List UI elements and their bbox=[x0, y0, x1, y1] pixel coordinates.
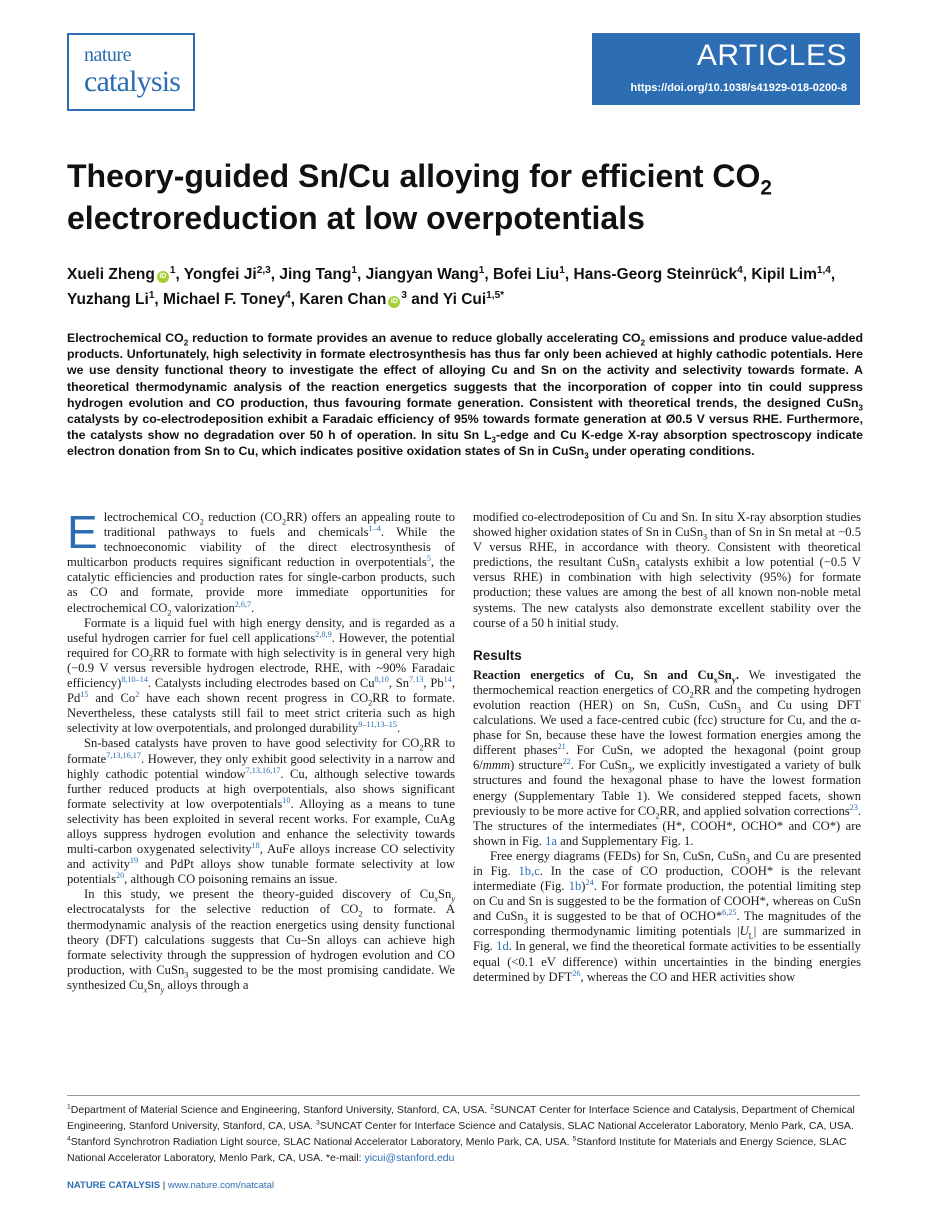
text-run: . However, the potential required for CO bbox=[67, 630, 455, 660]
subscript: 3 bbox=[703, 532, 708, 542]
author-separator: , bbox=[357, 266, 366, 283]
author-affiliation: 1 bbox=[148, 289, 155, 301]
author-separator: , bbox=[742, 266, 752, 283]
subscript: 3 bbox=[858, 403, 863, 413]
inline-link[interactable]: yicui@stanford.edu bbox=[364, 1152, 455, 1164]
citation-ref[interactable]: 10 bbox=[282, 795, 291, 805]
author-name: Bofei Liu bbox=[492, 266, 560, 283]
author-name: Yongfei Ji bbox=[183, 266, 257, 283]
text-run: alloys through a bbox=[164, 977, 249, 992]
text-run: ) structure bbox=[510, 758, 563, 773]
text-run: under operating conditions. bbox=[588, 444, 755, 459]
text-run: . bbox=[251, 600, 255, 615]
subscript: y bbox=[731, 675, 736, 685]
text-run: -edge and Cu K-edge X-ray absorption spectroscopy indicate electron donation from Sn to Cu, which indicates positive oxidation states of Sn in CuSn bbox=[67, 428, 863, 459]
results-text bbox=[473, 668, 861, 985]
citation-ref[interactable]: 21 bbox=[557, 742, 566, 752]
text-run: emissions and produce value-added products. Unfortunately, high selectivity in formate electrosynthesis has thus far only been achieved at highly cathodic potentials. Here we use density functional theory to investigate the effect of alloying Cu and Sn on the activity and selectivity towards formate. A theoretical thermodynamic analysis of the reaction energetics suggests that the incorporation of copper into tin could suppress hydrogen evolution and CO production, thus favouring formate generation. Consistent with theoretical trends, the designed CuSn bbox=[67, 331, 864, 410]
text-run: SUNCAT Center for Interface Science and Catalysis, SLAC National Accelerator Laboratory, Menlo Park, CA, USA. bbox=[319, 1120, 854, 1132]
text-run: , Sn bbox=[388, 676, 410, 691]
citation-ref[interactable]: 6,25 bbox=[722, 908, 737, 918]
text-run: Free energy diagrams (FEDs) for Sn, CuSn, CuSn bbox=[490, 848, 746, 863]
text-run: Stanford Synchrotron Radiation Light source, SLAC National Accelerator Laboratory, Menlo Park, CA, USA. bbox=[70, 1136, 573, 1148]
doi-link[interactable]: https://doi.org/10.1038/s41929-018-0200-8 bbox=[630, 82, 847, 94]
subscript: 2 bbox=[149, 653, 154, 663]
text-run: Electrochemical CO bbox=[67, 331, 184, 345]
citation-ref[interactable]: 14 bbox=[443, 674, 452, 684]
text-run: RR to formate bbox=[67, 736, 455, 766]
text-run: . The magnitudes of the corresponding thermodynamic limiting potentials | bbox=[473, 909, 861, 939]
text-run: , although CO poisoning remains an issue. bbox=[124, 872, 338, 887]
journal-logo bbox=[67, 33, 195, 111]
text-run: Stanford Institute for Materials and Energy Science, SLAC National Accelerator Laboratory, Menlo Park, CA, USA. *e-mail: bbox=[67, 1136, 847, 1164]
text-run: lectrochemical CO bbox=[103, 510, 200, 524]
author-affiliation: 4 bbox=[285, 289, 291, 301]
run-in-heading: . bbox=[735, 667, 739, 682]
inline-link[interactable]: 1a bbox=[545, 833, 557, 848]
text-run: Department of Material Science and Engineering, Stanford University, Stanford, CA, USA. bbox=[70, 1104, 491, 1116]
author-name: Jiangyan Wang bbox=[365, 266, 479, 283]
author-affiliation: 3 bbox=[401, 289, 407, 301]
superscript: 5 bbox=[572, 1135, 577, 1143]
logo-line-2: catalysis bbox=[84, 65, 181, 98]
text-run: than of Sn in Sn metal at −0.5 V versus RHE, in accordance with theory. Consistent with theoretical predictions, the resultant CuSn bbox=[473, 525, 861, 570]
subscript: 3 bbox=[584, 451, 589, 461]
text-run: Sn bbox=[147, 977, 161, 992]
citation-ref[interactable]: 8,10 bbox=[374, 674, 389, 684]
superscript: 1 bbox=[67, 1103, 71, 1111]
text-run: . The structures of the intermediates (H*, COOH*, OCHO* and CO*) are shown in Fig. bbox=[473, 803, 861, 848]
text-run: . Catalysts including electrodes based on Cu bbox=[147, 676, 375, 691]
author-affiliation: 1,4 bbox=[816, 264, 831, 276]
abstract bbox=[67, 330, 863, 460]
citation-ref[interactable]: 24 bbox=[585, 877, 594, 887]
text-run: . While the technoeconomic viability of the direct electrosynthesis of multicarbon products requires significant reduction in overpotentials bbox=[67, 525, 455, 570]
citation-ref[interactable]: 26 bbox=[572, 968, 581, 978]
text-run: electrocatalysts for the selective reduction of CO bbox=[67, 902, 359, 917]
citation-ref[interactable]: 20 bbox=[115, 871, 125, 881]
author-affiliation: 2,3 bbox=[256, 264, 271, 276]
author-separator: , bbox=[564, 266, 574, 283]
author-name: Xueli Zheng bbox=[67, 266, 155, 283]
text-run: Formate is a liquid fuel with high energy density, and is regarded as a useful hydrogen carrier for fuel cell applications bbox=[67, 615, 455, 645]
run-in-heading: Reaction energetics of Cu, Sn and Cu bbox=[473, 667, 714, 682]
text-run: RR to formate with high selectivity is in general very high (−0.9 V versus reversible hydrogen electrode, RHE, with ~90% Faradaic efficiency) bbox=[67, 645, 455, 691]
author-affiliation: 1 bbox=[559, 264, 565, 276]
text-run: and Supplementary Fig. 1. bbox=[556, 833, 694, 848]
drop-cap: E bbox=[67, 506, 98, 558]
text-run: catalysts by co-electrodeposition exhibit a Faradaic efficiency of 95% towards formate generation at Ø0.5 V versus RHE. Furthermore, the catalysts show no degradation over 50 h of operation. In situ Sn L bbox=[67, 412, 863, 443]
text-run: . Alloying as a means to tune selectivity has been exploited in several recent works. For example, CuAg alloys suppress hydrogen evolution and enhance the selectivity towards multi-carbon oxygenated selectivity bbox=[67, 796, 455, 857]
inline-link[interactable]: 1b,c bbox=[518, 863, 540, 878]
author-affiliation: 1 bbox=[169, 264, 176, 276]
text-run: . bbox=[396, 721, 401, 736]
inline-link[interactable]: 1d bbox=[496, 939, 509, 954]
citation-ref[interactable]: 1–4 bbox=[368, 523, 381, 533]
text-run: RR) offers an appealing route to traditional pathways to fuels and chemicals bbox=[103, 510, 456, 540]
author-separator: , bbox=[154, 291, 164, 308]
author-name: Jing Tang bbox=[279, 266, 352, 283]
body-paragraph bbox=[67, 616, 455, 737]
footnote-divider bbox=[67, 1095, 860, 1096]
text-run: . For CuSn bbox=[570, 758, 628, 773]
text-run: | are summarized in Fig. bbox=[473, 924, 861, 954]
subscript: L bbox=[748, 931, 754, 941]
footer-separator: | bbox=[160, 1180, 168, 1191]
text-run: , the catalytic efficiencies and production rates for single-carbon products, such as CO and formate, provide more immediate opportunities for electrochemical CO bbox=[67, 555, 455, 615]
subscript: 3 bbox=[635, 562, 640, 572]
text-run: , AuFe alloys increase CO selectivity and activity bbox=[67, 842, 455, 872]
section-heading-results: Results bbox=[473, 647, 522, 663]
text-run: , Pb bbox=[423, 676, 444, 691]
text-run: it is suggested to be that of OCHO* bbox=[527, 909, 723, 924]
author-name: Yuzhang Li bbox=[67, 291, 149, 308]
orcid-icon[interactable]: iD bbox=[388, 296, 400, 308]
text-run: We investigated the thermochemical reaction energetics of CO bbox=[473, 667, 861, 697]
inline-link[interactable]: 1b bbox=[568, 879, 582, 894]
article-title bbox=[67, 155, 867, 239]
text-run: Sn bbox=[438, 887, 452, 902]
body-column-left bbox=[67, 506, 456, 995]
title-subscript: 2 bbox=[760, 176, 772, 200]
subscript: 3 bbox=[627, 765, 632, 775]
text-run: . In the case of CO production, COOH* is the relevant intermediate (Fig. bbox=[473, 863, 861, 894]
text-run: RR to formate. Nevertheless, these catalysts still fail to meet strict criteria such as high selectivity at low overpotentials, and prolonged durability bbox=[67, 691, 455, 736]
author-affiliation: 1 bbox=[478, 264, 485, 276]
text-run: and Cu are presented in Fig. bbox=[473, 848, 861, 878]
italic-text: y bbox=[451, 894, 455, 904]
run-in-heading: Sn bbox=[717, 667, 732, 682]
article-type-banner bbox=[592, 33, 860, 105]
italic-text: y bbox=[160, 985, 165, 995]
text-run: and Co bbox=[88, 691, 136, 706]
text-run: have each shown recent progress in CO bbox=[139, 691, 369, 706]
text-run: , Pd bbox=[67, 676, 455, 706]
text-run: Sn-based catalysts have proven to have good selectivity for CO bbox=[84, 736, 420, 751]
author-name: Kipil Lim bbox=[751, 266, 817, 283]
author-separator: , bbox=[290, 291, 300, 308]
subscript: 3 bbox=[491, 435, 496, 445]
citation-ref[interactable]: 2 bbox=[135, 689, 140, 699]
italic-text: mmm bbox=[482, 758, 511, 773]
subscript: 2 bbox=[358, 909, 363, 919]
text-run: In this study, we present the theory-guided discovery of Cu bbox=[84, 887, 435, 902]
text-run: . For CuSn, we adopted the hexagonal (point group 6/ bbox=[473, 743, 861, 773]
text-run: . In general, we find the theoretical formate activities to be essentially equal (<0.1 eV difference) within uncertainties in the binding energies determined by DFT bbox=[473, 939, 861, 984]
citation-ref[interactable]: 9–11,13–15 bbox=[358, 720, 397, 730]
affiliations-footnote bbox=[67, 1102, 867, 1166]
subscript: 2 bbox=[282, 517, 287, 527]
body-paragraph bbox=[67, 506, 456, 618]
text-run: , whereas the CO and HER activities show bbox=[580, 969, 796, 984]
citation-ref[interactable]: 7,13 bbox=[409, 674, 424, 684]
subscript: 2 bbox=[640, 338, 646, 348]
orcid-icon[interactable]: iD bbox=[157, 271, 169, 283]
author-separator: , bbox=[270, 266, 280, 283]
text-run: modified co-electrodeposition of Cu and Sn. In situ X-ray absorption studies showed higher oxidation states of Sn in CuSn bbox=[473, 510, 861, 540]
author-name: Yi Cui bbox=[442, 291, 487, 308]
superscript: 4 bbox=[67, 1135, 71, 1143]
italic-text: x bbox=[143, 985, 148, 995]
section-label: ARTICLES bbox=[696, 39, 847, 72]
subscript: 2 bbox=[655, 811, 660, 821]
author-name: Michael F. Toney bbox=[163, 291, 286, 308]
superscript: 2 bbox=[490, 1103, 495, 1111]
citation-ref[interactable]: 15 bbox=[80, 689, 89, 699]
subscript: 3 bbox=[745, 856, 750, 866]
citation-ref[interactable]: 22 bbox=[562, 757, 571, 767]
author-affiliation: 1 bbox=[351, 264, 357, 276]
author-separator: and bbox=[406, 291, 443, 308]
journal-footer bbox=[67, 1180, 274, 1191]
text-run: to formate. A thermodynamic analysis of the reaction energetics using density functional theory (DFT) calculations suggests that Cu–Sn alloys can achieve high formate selectivity through the suppression of hydrogen evolution and CO production, with CuSn bbox=[67, 902, 455, 977]
author-list bbox=[67, 262, 867, 312]
subscript: 2 bbox=[419, 743, 424, 753]
text-run: suggested to be the most promising candidate. We synthesized Cu bbox=[67, 962, 455, 992]
author-name: Karen Chan bbox=[299, 291, 387, 308]
text-run: . For formate production, the potential limiting step on Cu and Sn is suggested to be the formation of COOH*, whereas on CuSn and CuSn bbox=[473, 879, 861, 924]
text-run: catalysts exhibit a low potential (−0.5 V versus RHE) in combination with high selectivity (95%) for formate production; these values are among the best of all known non-noble metal systems. The new catalysts also demonstrate excellent stability over the course of a 50 h initial study. bbox=[473, 555, 861, 630]
text-run: and PdPt alloys show tunable formate selectivity at low potentials bbox=[67, 857, 455, 887]
text-run: and Cu using DFT calculations. We used a face-centred cubic (fcc) structure for Cu, and the α-phase for Sn, because these have the lowest formation energies among the different phases bbox=[473, 697, 861, 758]
italic-text: U bbox=[739, 924, 749, 939]
citation-ref[interactable]: 18 bbox=[251, 840, 260, 850]
text-run: RR and the competing hydrogen evolution reaction (HER) on Sn, CuSn, CuSn bbox=[473, 682, 861, 712]
italic-text: x bbox=[434, 894, 439, 904]
author-separator: , bbox=[484, 266, 493, 283]
subscript: x bbox=[713, 675, 718, 685]
subscript: 3 bbox=[736, 705, 742, 715]
subscript: 2 bbox=[167, 608, 172, 618]
subscript: 3 bbox=[523, 916, 528, 926]
author-separator: , bbox=[830, 266, 836, 283]
citation-ref[interactable]: 7,13,16,17 bbox=[245, 765, 281, 775]
text-run: reduction (CO bbox=[203, 510, 283, 524]
subscript: 2 bbox=[689, 690, 694, 700]
text-run: . Cu, although selective towards further reduced products at high overpotentials, also shows significant formate selectivity at low overpotentials bbox=[67, 766, 455, 811]
body-paragraph bbox=[67, 887, 455, 993]
citation-ref[interactable]: 8,10–14 bbox=[121, 674, 148, 684]
journal-url[interactable]: www.nature.com/natcatal bbox=[167, 1180, 274, 1191]
text-run: ) bbox=[581, 879, 586, 894]
subscript: 2 bbox=[199, 517, 204, 527]
citation-ref[interactable]: 23 bbox=[849, 802, 858, 812]
text-run: . However, they only exhibit good selectivity in a narrow and highly cathodic potential window bbox=[67, 751, 455, 781]
title-part-2: electroreduction at low overpotentials bbox=[67, 200, 645, 236]
citation-ref[interactable]: 2,6,7 bbox=[234, 599, 252, 609]
text-run: reduction to formate provides an avenue to reduce globally accelerating CO bbox=[188, 331, 641, 345]
body-column-right bbox=[473, 510, 861, 985]
body-paragraph bbox=[473, 849, 861, 985]
text-run: RR, and applied solvation corrections bbox=[659, 803, 850, 818]
author-affiliation: 4 bbox=[737, 264, 743, 276]
citation-ref[interactable]: 19 bbox=[129, 855, 139, 865]
text-run: valorization bbox=[171, 600, 235, 615]
title-part-1: Theory-guided Sn/Cu alloying for efficient CO bbox=[67, 158, 761, 194]
body-paragraph bbox=[473, 510, 861, 631]
citation-ref[interactable]: 7,13,16,17 bbox=[106, 750, 141, 760]
text-run: , we explicitly investigated a variety of bulk structures and found the hexagonal phase to have the lowest formation energy (Supplementary Table 1). We considered stepped facets, shown previously to be more active for CO bbox=[473, 758, 861, 818]
body-paragraph bbox=[67, 736, 455, 887]
superscript: 3 bbox=[316, 1119, 320, 1127]
author-affiliation: 1,5* bbox=[486, 289, 505, 301]
citation-ref[interactable]: 2,8,9 bbox=[315, 629, 332, 639]
right-intro-text bbox=[473, 510, 861, 631]
author-separator: , bbox=[175, 266, 184, 283]
author-name: Hans-Georg Steinrück bbox=[573, 266, 738, 283]
subscript: 3 bbox=[184, 970, 189, 980]
subscript: 2 bbox=[183, 338, 189, 348]
logo-line-1: nature bbox=[84, 44, 131, 66]
subscript: 2 bbox=[368, 698, 373, 708]
text-run: SUNCAT Center for Interface Science and Catalysis, Department of Chemical Engineering, Stanford University, Stanford, CA, USA. bbox=[67, 1104, 855, 1132]
journal-name: NATURE CATALYSIS bbox=[67, 1180, 161, 1191]
citation-ref[interactable]: 5 bbox=[426, 554, 431, 564]
body-paragraph bbox=[473, 668, 861, 849]
